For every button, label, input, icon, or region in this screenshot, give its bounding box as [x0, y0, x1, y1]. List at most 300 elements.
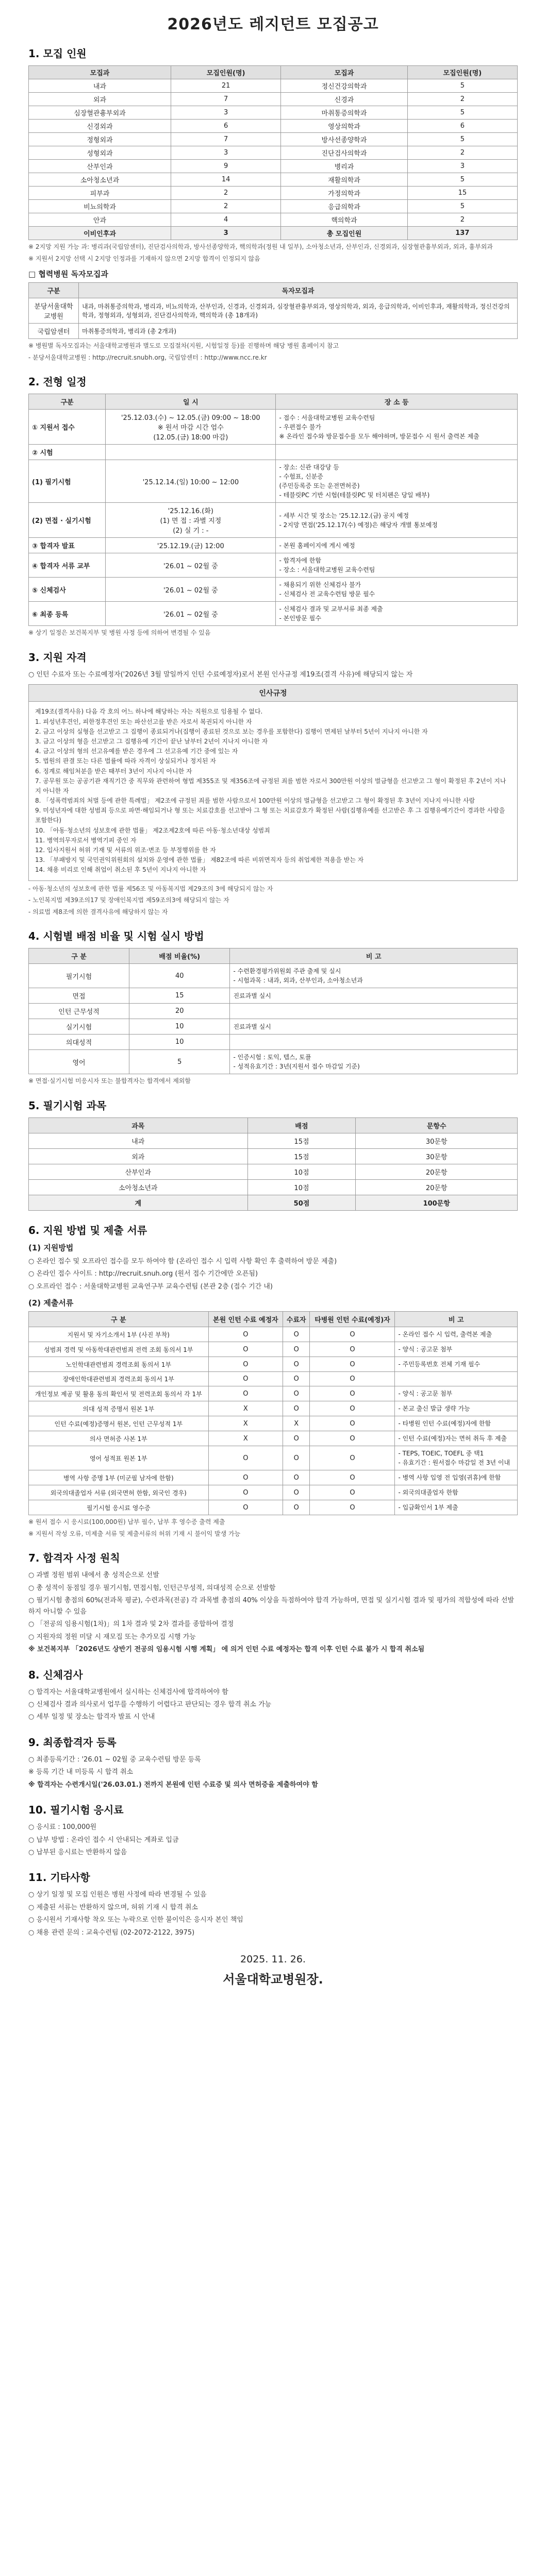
table-row	[29, 298, 518, 324]
score-ratio: 5	[129, 1050, 230, 1074]
table-row	[29, 1019, 518, 1035]
schedule-step: ③ 합격자 발표	[29, 538, 106, 553]
table-row	[29, 160, 518, 173]
table-cell: 6	[407, 120, 517, 133]
column-header: 본원 인턴 수료 예정자	[208, 1312, 283, 1327]
table-cell: 5	[407, 106, 517, 120]
table-row	[29, 1164, 518, 1179]
table-row	[29, 1446, 518, 1470]
column-header: 배점 비율(%)	[129, 948, 230, 964]
selection-line: ○ 과별 정원 범위 내에서 총 성적순으로 선발	[28, 1571, 159, 1580]
check-mark: O	[310, 1416, 395, 1431]
check-mark: O	[208, 1485, 283, 1500]
schedule-date: '25.12.16.(화) (1) 면 접 : 과별 지정 (2) 실 기 : -	[106, 503, 276, 538]
documents-table	[28, 1311, 518, 1515]
page-title: 2026년도 레지던트 모집공고	[167, 15, 379, 33]
hospital-name: 국립암센터	[29, 324, 79, 339]
check-mark: O	[283, 1500, 310, 1515]
table-cell: 응급의학과	[281, 200, 407, 213]
table-cell: 영상의학과	[281, 120, 407, 133]
selection-line: ○ 지원자의 정원 미달 시 재모집 또는 추가모집 시행 가능	[28, 1633, 196, 1641]
table-cell: 15점	[247, 1133, 356, 1148]
score-remark: 진료과별 실시	[230, 1019, 518, 1035]
column-header: 장 소 등	[276, 394, 518, 410]
section-heading-physical: 8. 신체검사	[28, 1668, 83, 1681]
table-row	[29, 538, 518, 553]
hr-rule-line: 12. 입사지원서 허위 기재 및 서류의 위조·변조 등 부정행위를 한 자	[35, 846, 216, 854]
joint-note: ※ 병원별 독자모집과는 서울대학교병원과 별도로 모집절차(지원, 시험일정 등)를 진행하며 해당 병원 홈페이지 참고	[28, 342, 339, 350]
registration-line: ※ 등록 기간 내 미등록 시 합격 취소	[28, 1768, 134, 1776]
hr-rule-line: 6. 징계로 해임처분을 받은 때부터 3년이 지나지 아니한 자	[35, 767, 192, 775]
table-cell: 내과	[29, 79, 171, 93]
joint-departments: 마취통증의학과, 병리과 (총 2개과)	[79, 324, 518, 339]
table-cell: 진단검사의학과	[281, 146, 407, 160]
score-item: 의대성적	[29, 1035, 129, 1050]
table-cell: 30문항	[356, 1133, 518, 1148]
registration-line: ○ 최종등록기간 : '26.01 ~ 02월 중 교육수련팀 방문 등록	[28, 1755, 201, 1764]
table-row	[29, 1342, 518, 1357]
column-header: 모집인원(명)	[407, 66, 517, 79]
table-row	[29, 1485, 518, 1500]
table-cell: 3	[171, 227, 280, 240]
score-ratio: 10	[129, 1035, 230, 1050]
qualification-intro: ○ 인턴 수료자 또는 수료예정자('2026년 3월 말일까지 인턴 수료예정자)로서 본원 인사규정 제19조(결격 사유)에 해당되지 않는 자	[28, 670, 413, 679]
column-header: 수료자	[283, 1312, 310, 1327]
physical-line: ○ 세부 일정 및 장소는 합격자 발표 시 안내	[28, 1713, 155, 1721]
table-cell: 안과	[29, 213, 171, 227]
misc-line: ○ 채용 관련 문의 : 교육수련팀 (02-2072-2122, 3975)	[28, 1928, 195, 1937]
table-cell: 14	[171, 173, 280, 187]
check-mark: O	[283, 1470, 310, 1485]
document-remark: - 병역 사항 입영 전 입영(귀휴)에 한함	[395, 1470, 518, 1485]
table-row	[29, 1372, 518, 1386]
check-mark: O	[208, 1500, 283, 1515]
recruit-note: ※ 지원서 2지망 선택 시 2지망 인정과를 기재하지 않으면 2지망 합격이 인정되지 않음	[28, 255, 260, 262]
table-cell: 10점	[247, 1164, 356, 1179]
table-cell: 21	[171, 79, 280, 93]
table-cell: 외과	[29, 93, 171, 106]
check-mark: O	[283, 1357, 310, 1372]
table-cell: 가정의학과	[281, 187, 407, 200]
check-mark: O	[310, 1327, 395, 1342]
hr-rule-line: 3. 금고 이상의 형을 선고받고 그 집행유예 기간이 끝난 날부터 2년이 지나지 아니한 자	[35, 737, 268, 745]
table-row	[29, 1133, 518, 1148]
table-row	[29, 503, 518, 538]
table-cell: 5	[407, 200, 517, 213]
joint-departments: 내과, 마취통증의학과, 병리과, 비뇨의학과, 산부인과, 신경과, 신경외과, 심장혈관흉부외과, 영상의학과, 외과, 응급의학과, 이비인후과, 재활의학과, 정신건강의학과, 정형외과, 성형외과, 진단검사의학과, 핵의학과 (총 18개과)	[79, 298, 518, 324]
table-row	[29, 173, 518, 187]
schedule-date: '25.12.14.(일) 10:00 ~ 12:00	[106, 460, 276, 503]
table-cell: 방사선종양학과	[281, 133, 407, 146]
table-cell: 이비인후과	[29, 227, 171, 240]
document-name: 병역 사항 증명 1부 (미군필 남자에 한함)	[29, 1470, 209, 1485]
table-row	[29, 578, 518, 602]
application-method-line: ○ 오프라인 접수 : 서울대학교병원 교육연구부 교육수련팀 (본관 2층 (접수 기간 내)	[28, 1282, 273, 1291]
table-cell: 2	[407, 213, 517, 227]
check-mark: O	[310, 1470, 395, 1485]
score-item: 면접	[29, 988, 129, 1004]
table-cell: 재활의학과	[281, 173, 407, 187]
check-mark: O	[208, 1327, 283, 1342]
issuer-signature: 서울대학교병원장.	[223, 1972, 323, 1987]
fee-line: ○ 납부된 응시료는 반환하지 않음	[28, 1849, 127, 1857]
schedule-place: - 세부 시간 및 장소는 '25.12.12.(금) 공지 예정 - 2지망 면접('25.12.17(수) 예정)은 해당자 개별 통보예정	[276, 503, 518, 538]
qualification-note: - 아동·청소년의 성보호에 관한 법률 제56조 및 아동복지법 제29조의 3에 해당되지 않는 자	[28, 885, 273, 892]
column-header: 독자모집과	[79, 283, 518, 298]
schedule-place: - 장소: 신관 대강당 등 - 수험표, 신분증 (주민등록증 또는 운전면허증) - 테블릿PC 기반 시험(테블릿PC 및 터치펜은 당일 배부)	[276, 460, 518, 503]
table-cell: 5	[407, 173, 517, 187]
hospital-name: 분당서울대학교병원	[29, 298, 79, 324]
schedule-step: ④ 합격자 서류 교부	[29, 553, 106, 578]
document-remark: - 인턴 수료(예정)자는 면허 취득 후 제출	[395, 1431, 518, 1446]
column-header: 비 고	[395, 1312, 518, 1327]
qualification-note: - 의료법 제8조에 의한 결격사유에 해당하지 않는 자	[28, 908, 168, 916]
table-row	[29, 93, 518, 106]
check-mark: O	[310, 1401, 395, 1416]
table-cell: 산부인과	[29, 1164, 248, 1179]
table-row	[29, 106, 518, 120]
selection-line: ○ 필기시험 총점의 60%(전과목 평균), 수련과목(전공) 각 과목별 총점의 40% 이상을 득점하여야 합격 가능하며, 면접 및 실기시험 결과 및 평가의 적합성에 따라 선발하지 아니할 수 있음	[28, 1597, 515, 1616]
table-cell: 20문항	[356, 1179, 518, 1195]
table-cell: 5	[407, 133, 517, 146]
schedule-place: - 본원 홈페이지에 게시 예정	[276, 538, 518, 553]
check-mark: O	[283, 1401, 310, 1416]
hr-rule-line: 11. 병역의무자로서 병역기피 중인 자	[35, 836, 137, 844]
score-item: 인턴 근무성적	[29, 1004, 129, 1019]
table-cell: 소아청소년과	[29, 173, 171, 187]
documents-note: ※ 지원서 작성 오류, 미제출 서류 및 제출서류의 허위 기재 시 불이익 발생 가능	[28, 1530, 241, 1537]
table-row	[29, 120, 518, 133]
scoring-note: ※ 면접·실기시험 미응시자 또는 불합격자는 합격에서 제외함	[28, 1077, 191, 1085]
score-ratio: 15	[129, 988, 230, 1004]
document-remark: - 외국의대졸업자 한함	[395, 1485, 518, 1500]
fee-line: ○ 납부 방법 : 온라인 접수 시 안내되는 계좌로 입금	[28, 1836, 179, 1844]
table-cell: 5	[407, 79, 517, 93]
table-row	[29, 1050, 518, 1074]
table-row	[29, 1004, 518, 1019]
score-item: 실기시험	[29, 1019, 129, 1035]
table-row	[29, 187, 518, 200]
section-heading-application: 6. 지원 방법 및 제출 서류	[28, 1224, 147, 1236]
selection-warning: ※ 보건복지부 「2026년도 상반기 전공의 임용시험 시행 계획」 에 의거 인턴 수료 예정자는 합격 이후 인턴 수료 불가 시 합격 취소됨	[28, 1646, 425, 1654]
hr-rules-box	[28, 702, 518, 880]
check-mark: O	[283, 1327, 310, 1342]
score-item: 영어	[29, 1050, 129, 1074]
notice-date: 2025. 11. 26.	[240, 1954, 306, 1965]
documents-note: ※ 원서 접수 시 응시료(100,000원) 납부 필수, 납부 후 영수증 출력 제출	[28, 1518, 225, 1526]
misc-line: ○ 제출된 서류는 반환하지 않으며, 허위 기재 시 합격 취소	[28, 1903, 198, 1911]
section-heading-written-subjects: 5. 필기시험 과목	[28, 1099, 107, 1112]
table-cell: 4	[171, 213, 280, 227]
table-cell: 병리과	[281, 160, 407, 173]
document-remark: - TEPS, TOEIC, TOEFL 중 택1 - 유효기간 : 원서접수 마감일 전 3년 이내	[395, 1446, 518, 1470]
document-remark: - 온라인 접수 시 입력, 출력본 제출	[395, 1327, 518, 1342]
score-remark: - 인증시험 : 토익, 텝스, 토플 - 성적유효기간 : 3년(지원서 접수 마감일 기준)	[230, 1050, 518, 1074]
table-row	[29, 1500, 518, 1515]
table-cell: 50점	[247, 1195, 356, 1210]
document-remark: - 양식 : 공고문 첨부	[395, 1386, 518, 1401]
hr-rule-line: 14. 채용 비리로 인해 취업이 취소된 후 5년이 지나지 아니한 자	[35, 866, 206, 874]
score-ratio: 10	[129, 1019, 230, 1035]
check-mark: O	[208, 1446, 283, 1470]
hr-rule-line: 1. 피성년후견인, 피한정후견인 또는 파산선고를 받은 자로서 복권되지 아니한 자	[35, 718, 252, 725]
physical-line: ○ 합격자는 서울대학교병원에서 실시하는 신체검사에 합격하여야 함	[28, 1688, 228, 1696]
check-mark: O	[283, 1446, 310, 1470]
table-row	[29, 213, 518, 227]
document-remark: - 타병원 인턴 수료(예정)자에 한함	[395, 1416, 518, 1431]
section-heading-schedule: 2. 전형 일정	[28, 376, 87, 388]
table-cell: 7	[171, 133, 280, 146]
column-header: 일 시	[106, 394, 276, 410]
check-mark: O	[310, 1431, 395, 1446]
score-ratio: 40	[129, 964, 230, 988]
schedule-step: ⑤ 신체검사	[29, 578, 106, 602]
table-row	[29, 1357, 518, 1372]
schedule-place: - 합격자에 한함 - 장소 : 서울대학교병원 교육수련팀	[276, 553, 518, 578]
check-mark: O	[310, 1372, 395, 1386]
hr-rule-line: 8. 「성폭력범죄의 처벌 등에 관한 특례법」 제2조에 규정된 죄를 범한 사람으로서 100만원 이상의 벌금형을 선고받고 그 형이 확정된 후 3년이 지나지 아니한 사람	[35, 797, 475, 805]
table-row	[29, 1470, 518, 1485]
schedule-date: '26.01 ~ 02월 중	[106, 578, 276, 602]
schedule-date: '25.12.03.(수) ~ 12.05.(금) 09:00 ~ 18:00 ※ 원서 마감 시간 엄수 (12.05.(금) 18:00 마감)	[106, 410, 276, 445]
document-name: 개인정보 제공 및 활용 동의 확인서 및 전력조회 동의서 각 1부	[29, 1386, 209, 1401]
check-mark: O	[208, 1470, 283, 1485]
documents-heading: (2) 제출서류	[28, 1298, 74, 1308]
hr-rule-line: 제19조(결격사유) 다음 각 호의 어느 하나에 해당하는 자는 직원으로 임용될 수 없다.	[35, 708, 263, 716]
hr-rule-line: 13. 「부패방지 및 국민권익위원회의 설치와 운영에 관한 법률」 제82조에 따른 비위면직자 등의 취업제한 적용을 받는 자	[35, 856, 364, 864]
schedule-note: ※ 상기 일정은 보건복지부 및 병원 사정 등에 의하여 변경될 수 있음	[28, 629, 211, 637]
document-remark	[395, 1372, 518, 1386]
document-remark: - 주민등록번호 전체 기재 필수	[395, 1357, 518, 1372]
check-mark: O	[310, 1386, 395, 1401]
table-cell: 2	[407, 93, 517, 106]
column-header: 배점	[247, 1117, 356, 1133]
table-cell: 신경과	[281, 93, 407, 106]
check-mark: X	[208, 1416, 283, 1431]
table-row	[29, 79, 518, 93]
schedule-date: '26.01 ~ 02월 중	[106, 602, 276, 626]
column-header: 구분	[29, 283, 79, 298]
column-header: 타병원 인턴 수료(예정)자	[310, 1312, 395, 1327]
check-mark: O	[208, 1372, 283, 1386]
document-name: 의대 성적 증명서 원본 1부	[29, 1401, 209, 1416]
table-cell: 심장혈관흉부외과	[29, 106, 171, 120]
section-heading-registration: 9. 최종합격자 등록	[28, 1736, 117, 1749]
table-cell: 2	[171, 200, 280, 213]
table-cell: 3	[171, 146, 280, 160]
recruit-note: ※ 2지망 지원 가능 과: 병리과(국립암센터), 진단검사의학과, 방사선종양학과, 핵의학과(정원 내 일부), 소아청소년과, 산부인과, 신경외과, 심장혈관흉부외과, 외과, 흉부외과	[28, 243, 493, 250]
schedule-place: - 채용되기 위한 신체검사 불가 - 신체검사 전 교육수련팀 방문 필수	[276, 578, 518, 602]
check-mark: O	[310, 1485, 395, 1500]
column-header: 모집과	[281, 66, 407, 79]
table-cell: 137	[407, 227, 517, 240]
schedule-date	[106, 445, 276, 460]
schedule-step: ① 지원서 접수	[29, 410, 106, 445]
table-cell: 30문항	[356, 1148, 518, 1164]
table-cell: 비뇨의학과	[29, 200, 171, 213]
check-mark: X	[208, 1431, 283, 1446]
table-row	[29, 1195, 518, 1210]
fee-line: ○ 응시료 : 100,000원	[28, 1823, 97, 1832]
schedule-place	[276, 445, 518, 460]
schedule-step: (2) 면접 · 실기시험	[29, 503, 106, 538]
score-remark: 진료과별 실시	[230, 988, 518, 1004]
check-mark: O	[310, 1446, 395, 1470]
application-method-line: ○ 온라인 접수 사이트 : http://recruit.snuh.org (원서 접수 기간에만 오픈됨)	[28, 1270, 258, 1278]
check-mark: O	[208, 1386, 283, 1401]
table-row	[29, 1035, 518, 1050]
hr-rule-line: 10. 「아동·청소년의 성보호에 관한 법률」 제2조제2호에 따른 아동·청소년대상 성범죄	[35, 826, 270, 834]
table-cell: 내과	[29, 1133, 248, 1148]
document-remark: - 본교 출신 발급 생략 가능	[395, 1401, 518, 1416]
column-header: 구 분	[29, 1312, 209, 1327]
check-mark: O	[310, 1357, 395, 1372]
table-row	[29, 1148, 518, 1164]
selection-line: ○ 총 성적이 동점일 경우 필기시험, 면접시험, 인턴근무성적, 의대성적 순으로 선발함	[28, 1584, 276, 1592]
table-cell: 마취통증의학과	[281, 106, 407, 120]
table-row	[29, 133, 518, 146]
check-mark: X	[283, 1416, 310, 1431]
table-row	[29, 410, 518, 445]
section-heading-misc: 11. 기타사항	[28, 1871, 90, 1884]
score-remark	[230, 1004, 518, 1019]
document-name: 필기시험 응시료 영수증	[29, 1500, 209, 1515]
table-cell: 정신건강의학과	[281, 79, 407, 93]
schedule-date: '25.12.19.(금) 12:00	[106, 538, 276, 553]
score-item: 필기시험	[29, 964, 129, 988]
table-cell: 정형외과	[29, 133, 171, 146]
document-remark: - 입금확인서 1부 제출	[395, 1500, 518, 1515]
document-name: 장애인학대관련범죄 경력조회 동의서 1부	[29, 1372, 209, 1386]
table-row	[29, 1416, 518, 1431]
table-row	[29, 460, 518, 503]
table-row	[29, 1401, 518, 1416]
section-heading-qualification: 3. 지원 자격	[28, 651, 87, 664]
check-mark: O	[283, 1431, 310, 1446]
column-header: 문항수	[356, 1117, 518, 1133]
hr-rule-line: 7. 공무원 또는 공공기관 재직기간 중 직무와 관련하여 형법 제355조 및 제356조에 규정된 죄를 범한 자로서 300만원 이상의 벌금형을 선고받고 그 형이 확정된 후 2년이 지나지 아니한 자	[35, 777, 506, 794]
table-cell: 성형외과	[29, 146, 171, 160]
column-header: 구분	[29, 394, 106, 410]
table-cell: 핵의학과	[281, 213, 407, 227]
check-mark: O	[283, 1485, 310, 1500]
hr-rule-line: 5. 법원의 판결 또는 다른 법률에 따라 자격이 상실되거나 정지된 자	[35, 757, 216, 765]
selection-line: ○ 「전공의 임용시험(1차)」의 1차 결과 및 2차 결과를 종합하여 결정	[28, 1620, 234, 1629]
table-cell: 15	[407, 187, 517, 200]
joint-note: - 분당서울대학교병원 : http://recruit.snubh.org, 국립암센터 : http://www.ncc.re.kr	[28, 353, 267, 361]
misc-line: ○ 상기 일정 및 모집 인원은 병원 사정에 따라 변경될 수 있음	[28, 1891, 207, 1899]
check-mark: O	[283, 1342, 310, 1357]
document-name: 영어 성적표 원본 1부	[29, 1446, 209, 1470]
table-cell: 산부인과	[29, 160, 171, 173]
score-remark	[230, 1035, 518, 1050]
column-header: 모집인원(명)	[171, 66, 280, 79]
joint-table	[28, 282, 518, 339]
hr-rule-line: 4. 금고 이상의 형의 선고유예를 받은 경우에 그 선고유예 기간 중에 있는 자	[35, 748, 238, 755]
scoring-table	[28, 948, 518, 1074]
recruit-table	[28, 65, 518, 240]
subjects-table	[28, 1117, 518, 1211]
schedule-step: ⑥ 최종 등록	[29, 602, 106, 626]
schedule-place: - 신체검사 결과 및 교부서류 최종 제출 - 본인방문 필수	[276, 602, 518, 626]
table-cell: 피부과	[29, 187, 171, 200]
schedule-date: '26.01 ~ 02월 중	[106, 553, 276, 578]
document-name: 노인학대관련범죄 경력조회 동의서 1부	[29, 1357, 209, 1372]
check-mark: O	[283, 1372, 310, 1386]
table-row	[29, 602, 518, 626]
table-row	[29, 1179, 518, 1195]
application-method-line: ○ 온라인 접수 및 오프라인 접수를 모두 하여야 함 (온라인 접수 시 입력 사항 확인 후 출력하여 방문 제출)	[28, 1257, 337, 1265]
check-mark: X	[208, 1401, 283, 1416]
document-name: 성범죄 경력 및 아동학대관련범죄 전력 조회 동의서 1부	[29, 1342, 209, 1357]
schedule-step: ② 시험	[29, 445, 106, 460]
schedule-step: (1) 필기시험	[29, 460, 106, 503]
hr-rules-title: 인사규정	[28, 684, 518, 702]
table-cell: 소아청소년과	[29, 1179, 248, 1195]
table-cell: 신경외과	[29, 120, 171, 133]
document-name: 의사 면허증 사본 1부	[29, 1431, 209, 1446]
table-cell: 계	[29, 1195, 248, 1210]
table-cell: 100문항	[356, 1195, 518, 1210]
table-cell: 3	[171, 106, 280, 120]
check-mark: O	[310, 1500, 395, 1515]
table-cell: 7	[171, 93, 280, 106]
column-header: 모집과	[29, 66, 171, 79]
misc-line: ○ 응시원서 기재사항 착오 또는 누락으로 인한 불이익은 응시자 본인 책임	[28, 1916, 243, 1924]
table-cell: 20문항	[356, 1164, 518, 1179]
table-row	[29, 1386, 518, 1401]
table-cell: 10점	[247, 1179, 356, 1195]
table-cell: 15점	[247, 1148, 356, 1164]
column-header: 비 고	[230, 948, 518, 964]
check-mark: O	[208, 1342, 283, 1357]
hr-rule-line: 9. 미성년자에 대한 성범죄 등으로 파면·해임되거나 형 또는 치료감호를 선고받아 그 형 또는 치료감호가 확정된 사람(집행유예를 선고받은 후 그 집행유예기간이 경과한 사람을 포함한다)	[35, 807, 505, 824]
table-cell: 외과	[29, 1148, 248, 1164]
table-row	[29, 553, 518, 578]
column-header: 구 분	[29, 948, 129, 964]
qualification-note: - 노인복지법 제39조의17 및 장애인복지법 제59조의3에 해당되지 않는 자	[28, 896, 229, 904]
joint-heading: □ 협력병원 독자모집과	[28, 269, 109, 279]
check-mark: O	[310, 1342, 395, 1357]
table-cell: 2	[171, 187, 280, 200]
table-cell: 9	[171, 160, 280, 173]
document-name: 지원서 및 자기소개서 1부 (사진 부착)	[29, 1327, 209, 1342]
check-mark: O	[283, 1386, 310, 1401]
score-remark: - 수련환경평가위원회 주관 출제 및 실시 - 시험과목 : 내과, 외과, 산부인과, 소아청소년과	[230, 964, 518, 988]
table-row	[29, 200, 518, 213]
table-cell: 3	[407, 160, 517, 173]
document-name: 외국의대졸업자 서류 (외국면허 한함, 외국인 경우)	[29, 1485, 209, 1500]
section-heading-selection: 7. 합격자 사정 원칙	[28, 1552, 120, 1565]
total-row	[29, 227, 518, 240]
table-cell: 총 모집인원	[281, 227, 407, 240]
table-row	[29, 146, 518, 160]
table-cell: 2	[407, 146, 517, 160]
schedule-place: - 접수 : 서울대학교병원 교육수련팀 - 우편접수 불가 ※ 온라인 접수와 방문접수를 모두 해야하며, 방문접수 시 원서 출력본 제출	[276, 410, 518, 445]
section-heading-scoring: 4. 시험별 배점 비율 및 시험 실시 방법	[28, 930, 204, 943]
score-ratio: 20	[129, 1004, 230, 1019]
document-name: 인턴 수료(예정)증명서 원본, 인턴 근무성적 1부	[29, 1416, 209, 1431]
document-remark: - 양식 : 공고문 첨부	[395, 1342, 518, 1357]
section-heading-fee: 10. 필기시험 응시료	[28, 1804, 124, 1817]
table-row	[29, 988, 518, 1004]
column-header: 과목	[29, 1117, 248, 1133]
application-method-heading: (1) 지원방법	[28, 1243, 74, 1252]
table-row	[29, 1327, 518, 1342]
registration-warning: ※ 합격자는 수련개시일('26.03.01.) 전까지 본원에 인턴 수료증 및 의사 면허증을 제출하여야 함	[28, 1781, 318, 1789]
section-heading-recruit: 1. 모집 인원	[28, 47, 87, 60]
table-row	[29, 324, 518, 339]
